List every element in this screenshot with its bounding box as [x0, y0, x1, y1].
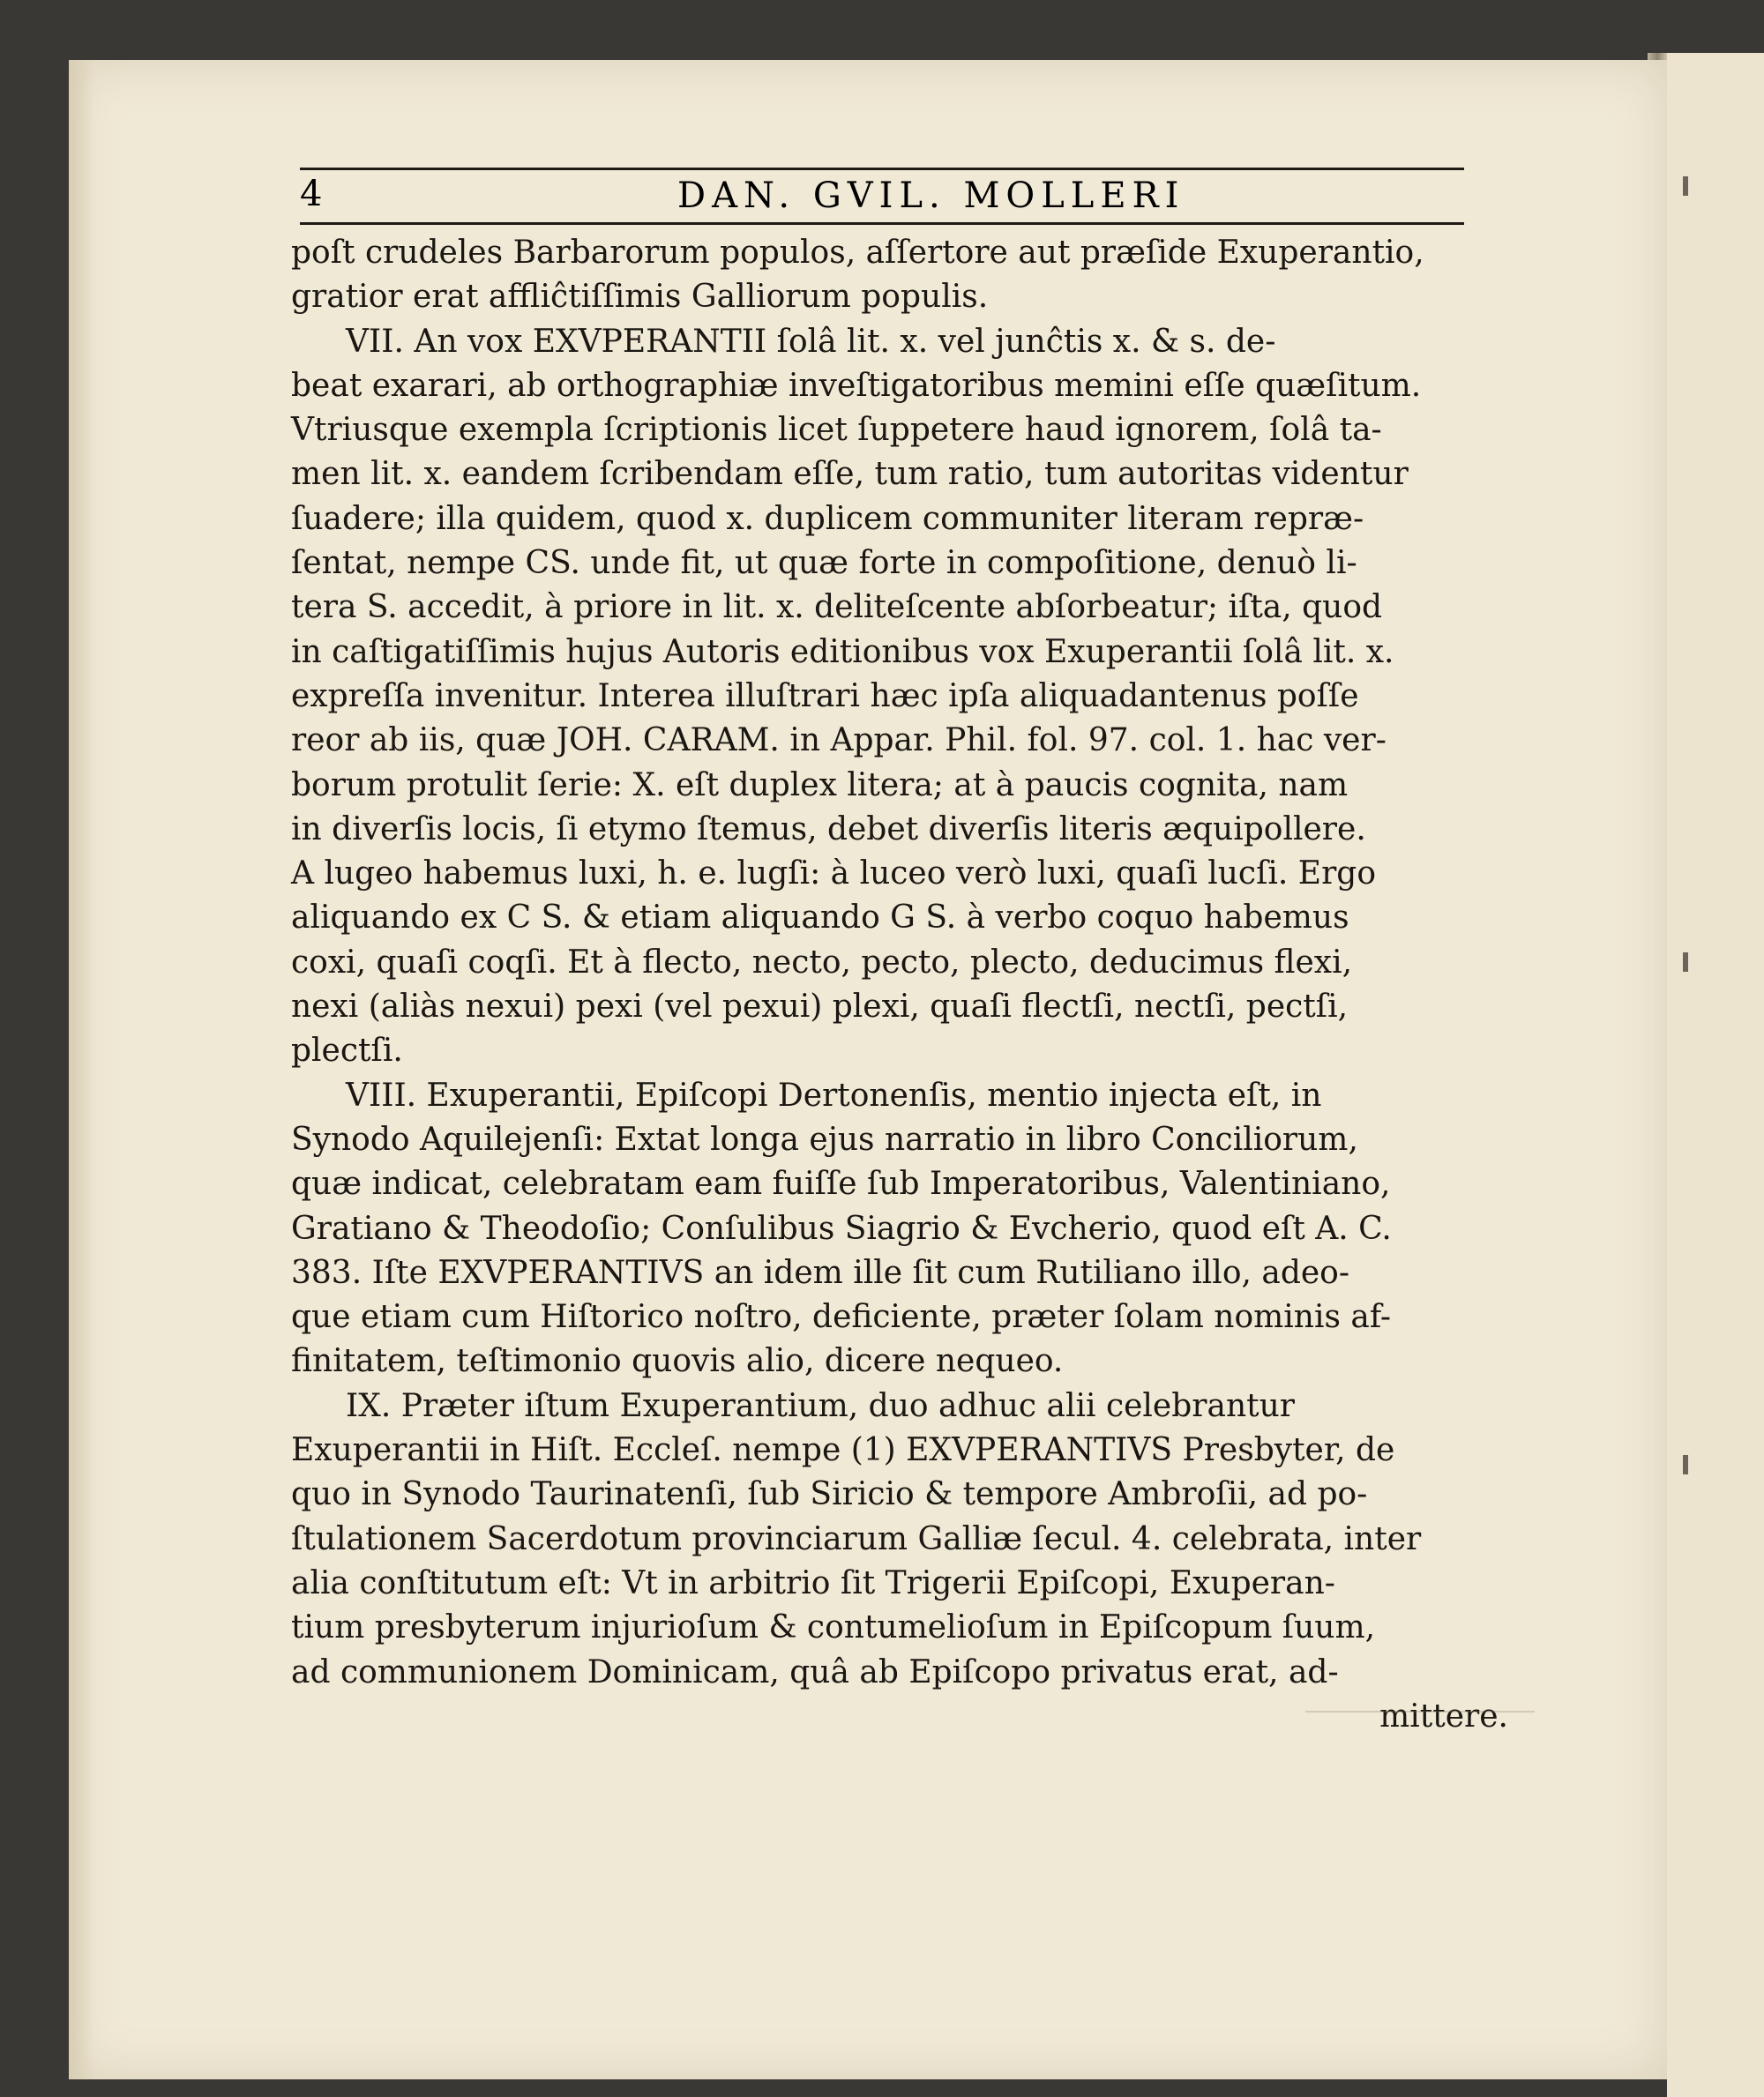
show-through-mark — [1305, 1711, 1535, 1713]
text-line: aliquando ex C S. & etiam aliquando G S. à verbo coquo habemus — [291, 899, 1349, 937]
text-line: que etiam cum Hiſtorico noſtro, deficiente, præter ſolam nominis af- — [291, 1299, 1392, 1336]
text-line: tera S. accedit, à priore in lit. x. deliteſcente abſorbeatur; iſta, quod — [291, 589, 1383, 626]
text-line: IX. Præter iſtum Exuperantium, duo adhuc alii celebrantur — [346, 1387, 1295, 1424]
text-line: ad communionem Dominicam, quâ ab Epiſcopo privatus erat, ad- — [291, 1653, 1339, 1690]
text-line: expreſſa invenitur. Interea illuſtrari hæc ipſa aliquadantenus poſſe — [291, 677, 1359, 714]
text-line: A lugeo habemus luxi, h. e. lugſi: à luceo verò luxi, quaſi lucſi. Ergo — [291, 855, 1376, 892]
header-rule-bottom — [300, 222, 1464, 225]
ink-mark — [1683, 176, 1688, 196]
text-line: 383. Iſte EXVPERANTIVS an idem ille ſit cum Rutiliano illo, adeo- — [291, 1254, 1350, 1291]
facing-page-edge — [1667, 53, 1764, 2097]
body-text — [291, 231, 1508, 1739]
text-line: in caſtigatiſſimis hujus Autoris editionibus vox Exuperantii ſolâ lit. x. — [291, 633, 1394, 670]
text-line: ſuadere; illa quidem, quod x. duplicem communiter literam repræ- — [291, 500, 1364, 537]
text-line: beat exarari, ab orthographiæ inveſtigatoribus memini eſſe quæſitum. — [291, 367, 1422, 404]
text-line: men lit. x. eandem ſcribendam eſſe, tum ratio, tum autoritas videntur — [291, 456, 1409, 493]
ink-mark — [1683, 952, 1688, 972]
text-line: Vtriusque exempla ſcriptionis licet ſuppetere haud ignorem, ſolâ ta- — [291, 412, 1382, 449]
text-line: coxi, quaſi coqſi. Et à flecto, necto, pecto, plecto, deducimus flexi, — [291, 944, 1353, 981]
text-line: alia conſtitutum eſt: Vt in arbitrio ſit Trigerii Epiſcopi, Exuperan- — [291, 1564, 1335, 1601]
running-title: DAN. GVIL. MOLLERI — [677, 175, 1185, 216]
text-line: VIII. Exuperantii, Epiſcopi Dertonenſis, mentio injecta eſt, in — [346, 1077, 1322, 1114]
text-line: nexi (aliàs nexui) pexi (vel pexui) plexi, quaſi flectſi, nectſi, pectſi, — [291, 989, 1349, 1026]
text-line: finitatem, teſtimonio quovis alio, dicere nequeo. — [291, 1343, 1064, 1380]
text-line: reor ab iis, quæ JOH. CARAM. in Appar. Phil. fol. 97. col. 1. hac ver- — [291, 722, 1387, 759]
text-line: tium presbyterum injurioſum & contumelioſum in Epiſcopum ſuum, — [291, 1609, 1376, 1646]
text-line: mittere. — [1379, 1698, 1508, 1735]
text-line: gratior erat affliĉtiſſimis Galliorum populis. — [291, 279, 989, 316]
text-line: poſt crudeles Barbarorum populos, aſſertore aut præſide Exuperantio, — [291, 235, 1424, 271]
text-line: Exuperantii in Hiſt. Eccleſ. nempe (1) EXVPERANTIVS Presbyter, de — [291, 1432, 1395, 1469]
text-line: VII. An vox EXVPERANTII ſolâ lit. x. vel junĉtis x. & s. de- — [346, 323, 1276, 360]
text-line: Synodo Aquilejenſi: Extat longa ejus narratio in libro Conciliorum, — [291, 1121, 1358, 1158]
text-line: plectſi. — [291, 1033, 403, 1070]
text-line: in diverſis locis, ſi etymo ſtemus, debet diverſis literis æquipollere. — [291, 810, 1366, 847]
text-line: Gratiano & Theodoſio; Conſulibus Siagrio & Evcherio, quod eſt A. C. — [291, 1210, 1392, 1247]
text-line: quæ indicat, celebratam eam fuiſſe ſub Imperatoribus, Valentiniano, — [291, 1166, 1391, 1203]
page-edge-shadow — [69, 60, 93, 2079]
text-line: quo in Synodo Taurinatenſi, ſub Siricio & tempore Ambroſii, ad po- — [291, 1476, 1368, 1513]
text-line: ſentat, nempe CS. unde fit, ut quæ forte in compoſitione, denuò li- — [291, 545, 1357, 582]
text-line: borum protulit ſerie: X. eſt duplex litera; at à paucis cognita, nam — [291, 766, 1349, 803]
text-line: ſtulationem Sacerdotum provinciarum Galliæ ſecul. 4. celebrata, inter — [291, 1520, 1422, 1557]
page-number: 4 — [300, 174, 323, 214]
ink-mark — [1683, 1455, 1688, 1474]
